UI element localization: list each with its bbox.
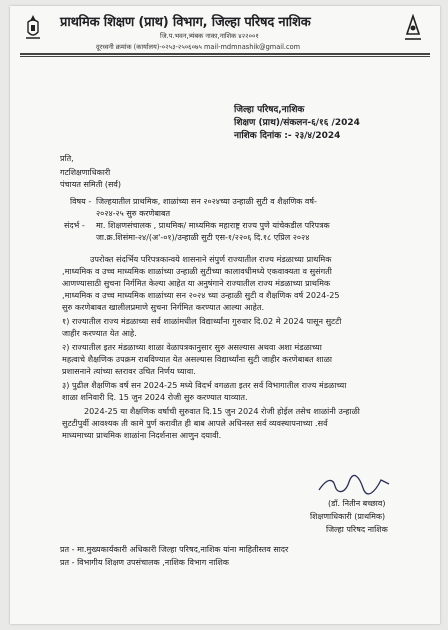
body-line: माध्यमाच्या प्राथमिक शाळांना निदर्शनास आणुन दयावी.: [62, 430, 222, 440]
signatory-name: (डॉ. नितीन बच्छाव): [328, 499, 386, 508]
reference-label: संदर्भ -: [64, 221, 85, 230]
body-line: आणण्यासाठी सुचना निर्गमित केल्या आहेत या अनुषंगाने राज्यातील राज्य मंडळाच्या प्राथमिक: [62, 278, 331, 288]
body-line: २) राज्यातील इतर मंडळाच्या शाळा वेळापत्रकानुसार सुरु असल्यास अथवा अशा मंडळाच्या: [62, 342, 322, 352]
body-line: प्रशासनाने त्यांच्या स्तरावर उचित निर्णय घ्यावा.: [62, 366, 196, 376]
reference-line-2: जा.क्र.शिसंमा-२४/(अ'-०१)/उन्हाळी सुटी एस-१/२२०६ दि.१८ एप्रिल २०२४: [96, 233, 310, 242]
letterhead-address: जि.प.भवन,त्र्यंबक नाका,नाशिक ४२२००१: [160, 32, 259, 40]
body-line: 2024-25 या शैक्षणिक वर्षाची सुरुवात दि.15 जुन 2024 रोजी होईल तसेच शाळांनी उन्हाळी: [84, 406, 360, 416]
letterhead-divider-thin: [20, 56, 430, 57]
body-line: १) राज्यातील राज्य मंडळाच्या सर्व शाळांमधील विद्यार्थ्यांना गुरुवार दि.02 मे 2024 पासून सुटटी: [62, 316, 342, 326]
letterhead-title: प्राथमिक शिक्षण (प्राथ) विभाग, जिल्हा परिषद नाशिक: [60, 15, 311, 30]
handwritten-signature: [315, 474, 395, 496]
letter-page: [10, 6, 440, 624]
copy-line-1: प्रत - मा.मुख्यकार्यकारी अधिकारी जिल्हा परिषद,नाशिक यांना माहितीस्तव सादर: [60, 545, 289, 554]
letter-date: नाशिक दिनांक :- २३/४/2024: [234, 131, 341, 141]
subject-line-2: २०२४-२५ सुरु करणेबाबत: [96, 209, 171, 218]
body-line: ,माध्यमिक व उच्च माध्यमिक शाळांच्या उन्हाळी सुटीच्या कालावधीमध्ये एकवाक्यता व सुसंगती: [62, 266, 332, 276]
signatory-designation: शिक्षणाधिकारी (प्राथमिक): [310, 512, 386, 521]
body-line: ३) पुढील शैक्षणिक वर्ष सन 2024-25 मध्ये विदर्भ वगळता इतर सर्व विभागातील राज्य मंडळाच्या: [62, 380, 347, 390]
body-line: जाहीर करण्यात येत आहे.: [62, 328, 137, 338]
letterhead-contact: दूरध्वनी क्रमांक (कार्यालय)-०२५३-२५०६०७५ mail-mdmnashik@gmail.com: [96, 43, 301, 51]
recipient-line-2: पंचायत समिती (सर्व): [60, 180, 121, 189]
recipient-prefix: प्रति,: [60, 154, 74, 163]
recipient-line-1: गटशिक्षणाधिकारी: [60, 168, 111, 177]
emblem-right-icon: [402, 14, 424, 42]
subject-line-1: जिल्हयातील प्राथमिक, शाळांच्या सन २०२४च्या उन्हाळी सुटी व शैक्षणिक वर्ष-: [96, 197, 317, 206]
copy-line-2: प्रत - विभागीय शिक्षण उपसंचालक ,नाशिक विभाग नाशिक: [60, 558, 229, 567]
body-line: महत्वाचे शैक्षणिक उपक्रम राबविण्यात येत असल्यास विद्यार्थ्यांना सुटी जाहीर करणेबाबत शाळा: [62, 354, 333, 364]
body-line: सुरु करणेबाबत खालीलप्रमाणे सुचना निर्गमित करण्यात आल्या आहेत.: [62, 302, 265, 312]
letterhead-divider: [20, 53, 430, 55]
subject-label: विषय -: [70, 197, 92, 206]
body-line: उपरोक्त संदर्भिय परिपत्रकान्वये शासनाने संपुर्ण राज्यातील राज्य मंडळाच्या प्राथमिक: [90, 254, 332, 264]
body-line: सुटटीपुर्वी आवश्यक ती कामे पुर्ण करावीत ही बाब आपले अधिनस्त सर्व व्यवस्थापनाच्या .सर्व: [62, 418, 328, 428]
reference-line-1: मा. शिक्षणसंचालक , प्राथमिक/ माध्यमिक महाराष्ट्र राज्य पुणे यांचेकडील परिपत्रक: [96, 221, 330, 230]
emblem-left-icon: [22, 14, 44, 42]
office-name: जिल्हा परिषद,नाशिक: [234, 105, 305, 115]
body-line: शाळा शनिवारी दि. 15 जुन 2024 रोजी सुरु करण्यात याव्यात.: [62, 392, 248, 402]
body-line: ,माध्यमिक व उच्च माध्यमिक शाळांच्या सन २०२४ च्या उन्हाळी सुटी व शैक्षणिक वर्ष 2024-25: [62, 290, 340, 300]
signatory-office: जिल्हा परिषद नाशिक: [326, 525, 388, 534]
letter-number: शिक्षण (प्राथ)/संकलन-६/१६ /2024: [234, 118, 360, 128]
